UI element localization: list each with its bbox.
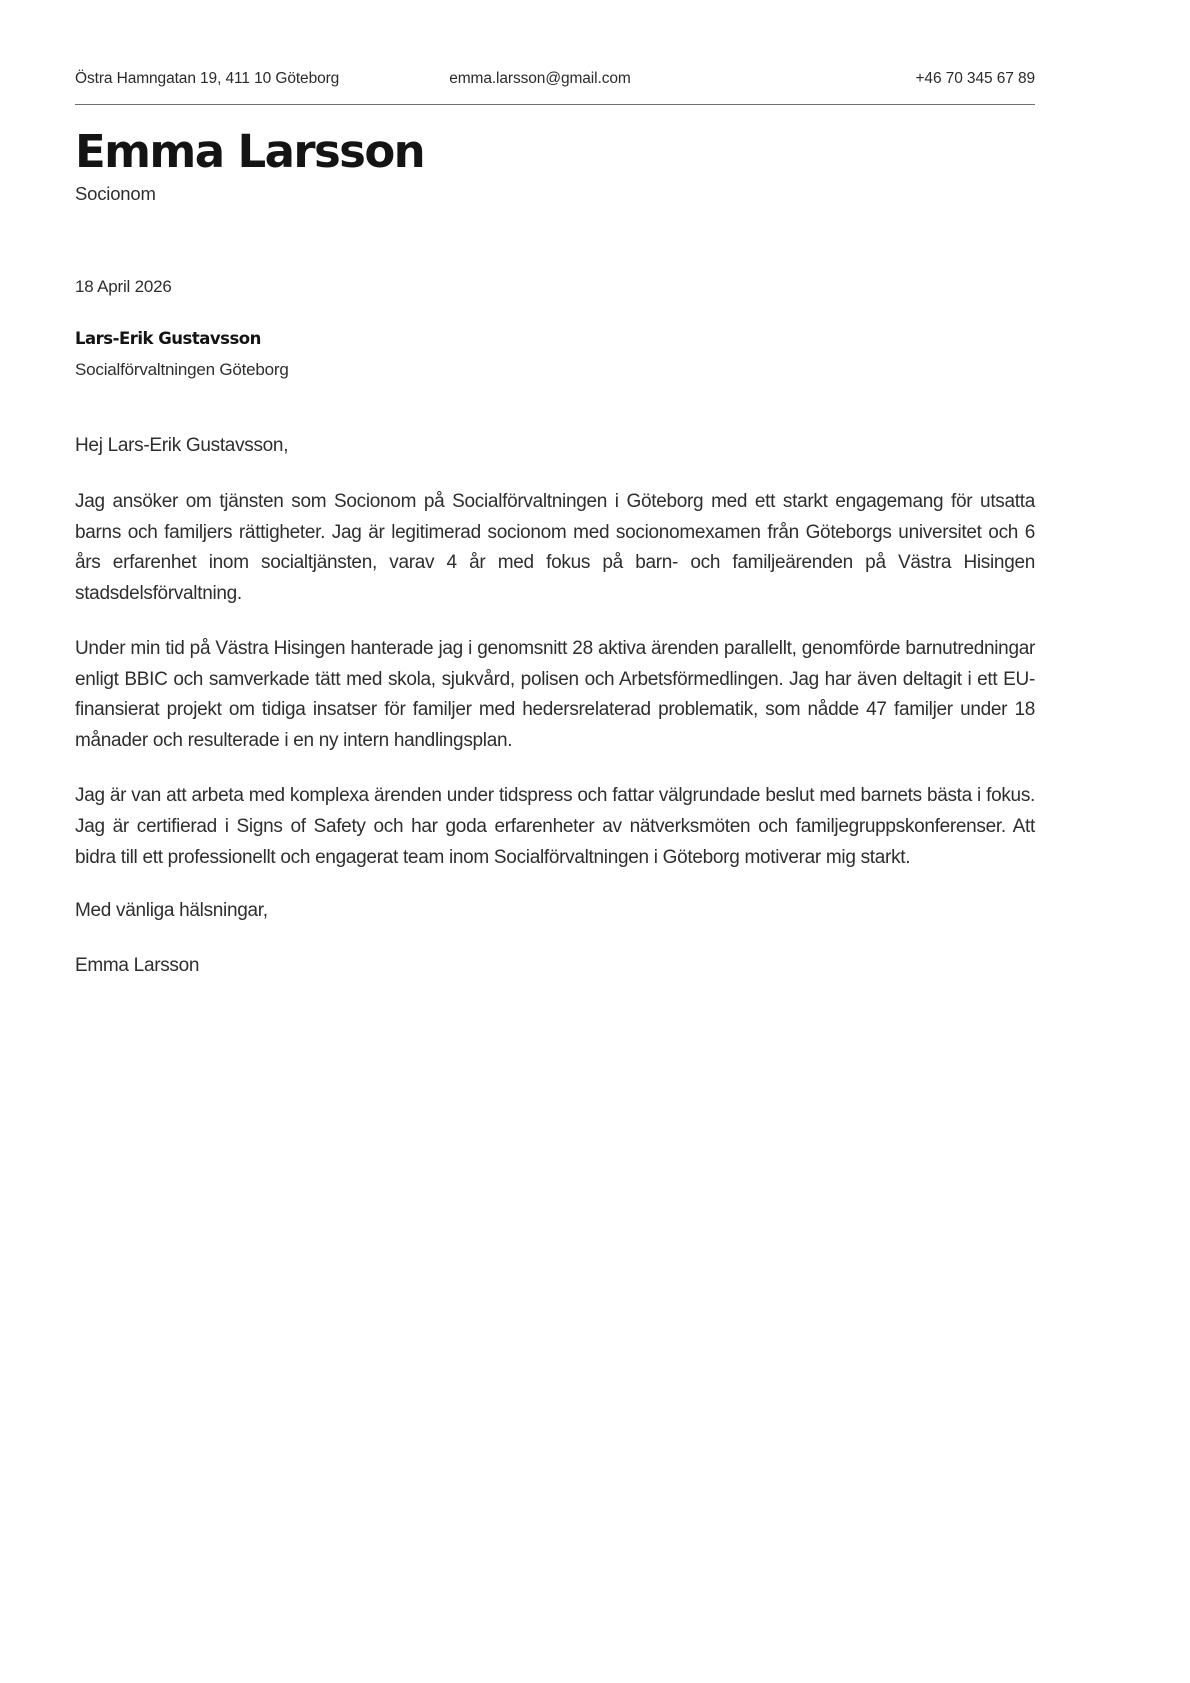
contact-phone[interactable]: +46 70 345 67 89 — [915, 70, 1035, 87]
letter-meta — [75, 277, 1035, 380]
recipient-organization: Socialförvaltningen Göteborg — [75, 360, 289, 380]
body-paragraph-2: Under min tid på Västra Hisingen hanterade jag i genomsnitt 28 aktiva ärenden parallellt, genomförde barnutredningar enligt BBIC och samverkade tätt med skola, sjukvård, polisen och Arbetsförmedlingen. Jag har även deltagit i ett EU-finansierat projekt om tidiga insatser för familjer med hedersrelaterad problematik, som nådde 47 familjer under 18 månader och resulterade i en ny intern handlingsplan. — [75, 637, 1035, 752]
letter-date: 18 April 2026 — [75, 277, 172, 297]
job-title: Socionom — [75, 183, 156, 205]
salutation: Hej Lars-Erik Gustavsson, — [75, 435, 289, 457]
contact-email[interactable]: emma.larsson@gmail.com — [449, 70, 631, 87]
letter-content — [75, 70, 1035, 980]
page-title: Emma Larsson — [75, 125, 425, 178]
contact-header — [75, 70, 1035, 104]
contact-address: Östra Hamngatan 19, 411 10 Göteborg — [75, 70, 340, 87]
closing-line: Med vänliga hälsningar, — [75, 900, 268, 922]
header-divider — [75, 104, 1035, 105]
body-paragraph-3: Jag är van att arbeta med komplexa ärenden under tidspress och fattar välgrundade beslut med barnets bästa i fokus. Jag är certifierad i Signs of Safety och har goda erfarenheter av nätverksmöten och familjegruppskonferenser. Att bidra till ett professionellt och engagerat team inom Socialförvaltningen i Göteborg motiverar mig starkt. — [75, 785, 1035, 868]
signature-name: Emma Larsson — [75, 954, 200, 976]
recipient-name: Lars-Erik Gustavsson — [75, 329, 261, 349]
letter-body — [75, 432, 1035, 980]
body-paragraph-1: Jag ansöker om tjänsten som Socionom på Socialförvaltningen i Göteborg med ett starkt engagemang för utsatta barns och familjers rättigheter. Jag är legitimerad socionom med socionomexamen från Göteborgs universitet och 6 års erfarenhet inom socialtjänsten, varav 4 år med fokus på barn- och familjeärenden på Västra Hisingen stadsdelsförvaltning. — [75, 490, 1035, 605]
